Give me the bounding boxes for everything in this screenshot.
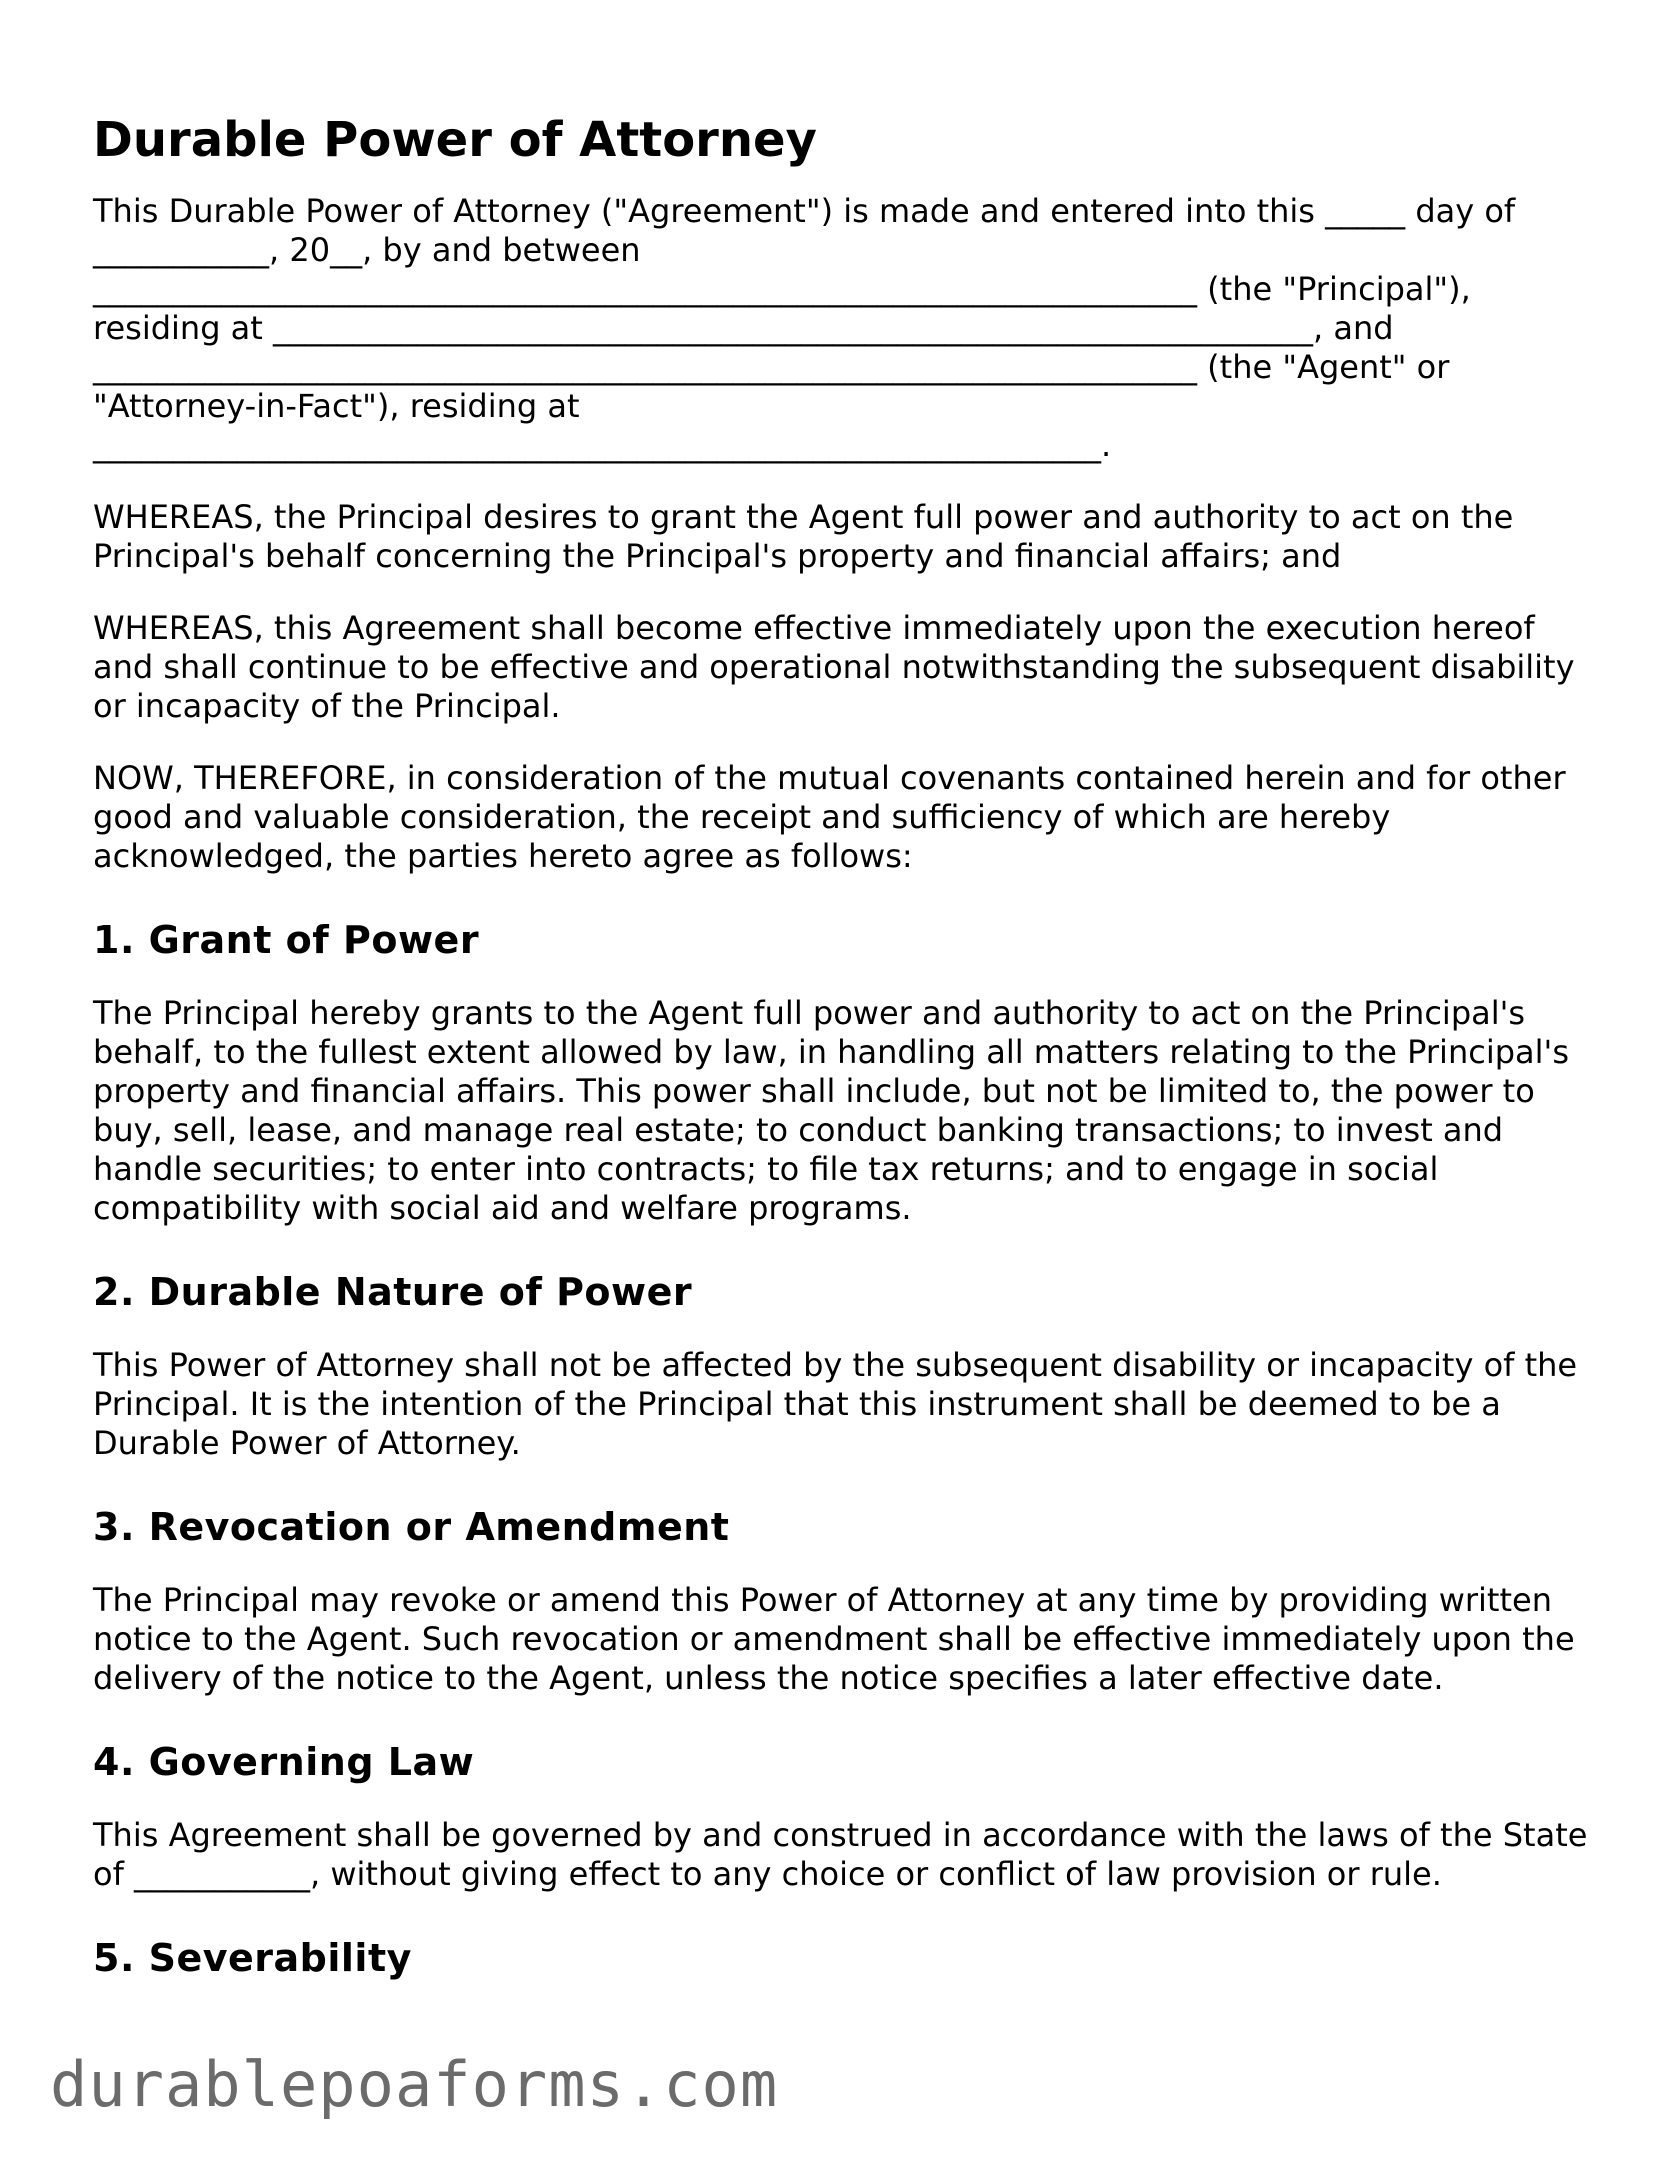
section-heading-revocation: 3. Revocation or Amendment (93, 1505, 730, 1549)
section-heading-grant-of-power: 1. Grant of Power (93, 918, 480, 962)
section-body-revocation: The Principal may revoke or amend this Power of Attorney at any time by providing written notice to the Agent. Such revocation or amendment shall be effective immediately upon the delivery of the notice to the Agent, unless the notice specifies a later effective date. (93, 1581, 1575, 1697)
whereas-paragraph-1: WHEREAS, the Principal desires to grant the Agent full power and authority to act on the Principal's behalf concerning the Principal's property and financial affairs; and (93, 498, 1514, 575)
section-body-grant-of-power: The Principal hereby grants to the Agent full power and authority to act on the Principal's behalf, to the fullest extent allowed by law, in handling all matters relating to the Principal's property and financial affairs. This power shall include, but not be limited to, the power to buy, sell, lease, and manage real estate; to conduct banking transactions; to invest and handle securities; to enter into contracts; to file tax returns; and to engage in social compatibility with social aid and welfare programs. (93, 994, 1569, 1227)
section-body-governing-law: This Agreement shall be governed by and construed in accordance with the laws of the State of ___________, without giving effect to any choice or conflict of law provision or rule. (93, 1816, 1588, 1893)
document-title: Durable Power of Attorney (93, 112, 817, 168)
whereas-paragraph-2: WHEREAS, this Agreement shall become effective immediately upon the execution hereof and shall continue to be effective and operational notwithstanding the subsequent disability or incapacity of the Principal. (93, 609, 1575, 725)
section-heading-governing-law: 4. Governing Law (93, 1740, 475, 1784)
document-page (93, 110, 1593, 2012)
intro-paragraph: This Durable Power of Attorney ("Agreement") is made and entered into this _____ day of ___________, 20__, by and between _____________________________________________________________________ (the "Principal"), residing at _________________________________________________________________, and _____________________________________________________________________ (the "Agent" or "Attorney-in-Fact"), residing at _______________________________________________________________. (93, 192, 1516, 464)
section-heading-severability: 5. Severability (93, 1936, 412, 1980)
section-heading-durable-nature: 2. Durable Nature of Power (93, 1270, 693, 1314)
watermark-text: durablepoaforms.com (50, 2048, 779, 2121)
section-body-durable-nature: This Power of Attorney shall not be affected by the subsequent disability or incapacity of the Principal. It is the intention of the Principal that this instrument shall be deemed to be a Durable Power of Attorney. (93, 1346, 1578, 1462)
now-therefore-paragraph: NOW, THEREFORE, in consideration of the mutual covenants contained herein and for other good and valuable consideration, the receipt and sufficiency of which are hereby acknowledged, the parties hereto agree as follows: (93, 759, 1566, 875)
